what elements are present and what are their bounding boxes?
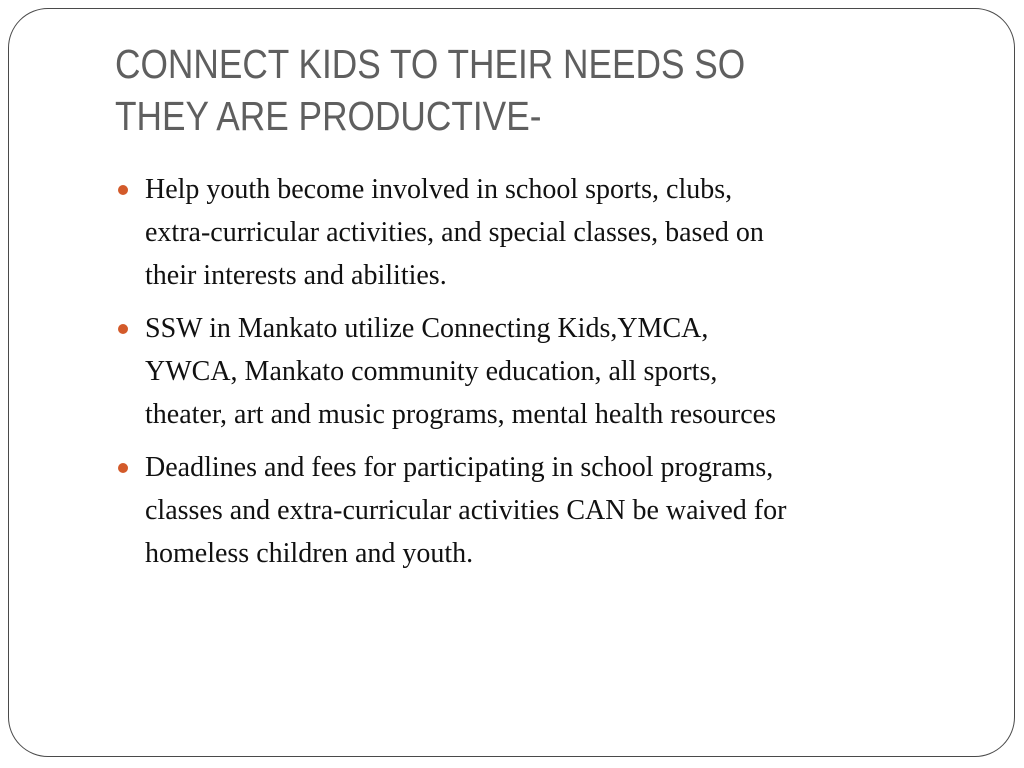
bullet-item xyxy=(115,307,975,436)
slide-title-line: CONNECT KIDS TO THEIR NEEDS SO xyxy=(115,41,746,87)
bullet-line: SSW in Mankato utilize Connecting Kids,YMCA, xyxy=(145,313,709,344)
bullet-line: Help youth become involved in school sports, clubs, xyxy=(145,174,733,205)
bullet-line: their interests and abilities. xyxy=(145,260,447,291)
bullet-line: classes and extra-curricular activities CAN be waived for xyxy=(145,495,787,526)
bullet-line: extra-curricular activities, and special classes, based on xyxy=(145,217,764,248)
bullet-line: theater, art and music programs, mental health resources xyxy=(145,399,776,430)
slide-frame xyxy=(8,8,1015,757)
slide-title xyxy=(115,38,872,142)
bullet-dot-icon xyxy=(118,463,128,473)
bullet-line: YWCA, Mankato community education, all sports, xyxy=(145,356,718,387)
bullet-line: Deadlines and fees for participating in school programs, xyxy=(145,452,774,483)
bullet-dot-icon xyxy=(118,324,128,334)
bullet-item xyxy=(115,446,975,575)
slide-title-line: THEY ARE PRODUCTIVE- xyxy=(115,93,542,139)
bullet-item xyxy=(115,168,975,297)
bullet-dot-icon xyxy=(118,185,128,195)
bullet-list xyxy=(115,168,975,585)
bullet-line: homeless children and youth. xyxy=(145,538,474,569)
